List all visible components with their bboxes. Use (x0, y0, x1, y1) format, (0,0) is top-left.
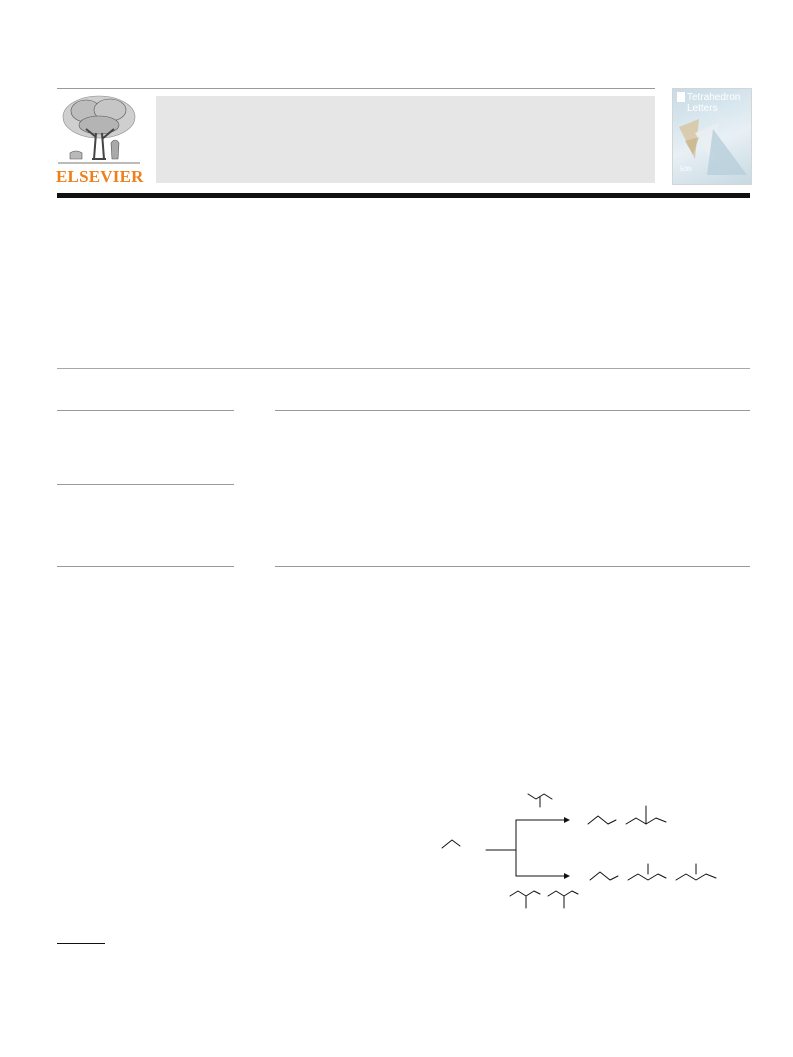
arrow-head-lower (564, 873, 570, 879)
reagent-bottom-structure-1 (510, 891, 540, 896)
lower-product-1 (590, 872, 618, 880)
article-info-left-rule-3 (57, 566, 234, 567)
header-top-rule (57, 88, 655, 89)
starting-material-structure (442, 840, 460, 848)
abstract-bottom-rule (275, 566, 750, 567)
lower-product-2 (628, 874, 666, 880)
cover-anniversary-badge: 50th (680, 167, 692, 173)
reagent-bottom-structure-2 (548, 891, 578, 896)
article-info-left-rule-2 (57, 484, 234, 485)
reaction-scheme (430, 780, 740, 915)
journal-banner (156, 96, 655, 183)
header-thick-rule (57, 193, 750, 198)
elsevier-tree-icon (56, 93, 142, 167)
journal-cover (672, 88, 752, 185)
lower-product-3 (676, 874, 716, 880)
arrow-head-upper (564, 817, 570, 823)
elsevier-wordmark: ELSEVIER (56, 167, 144, 186)
upper-product-1 (588, 816, 616, 824)
article-info-left-rule-1 (57, 410, 234, 411)
abstract-top-rule (275, 410, 750, 411)
footnote-rule (57, 943, 105, 944)
elsevier-logo (56, 93, 142, 185)
cover-title-line2: Letters (687, 103, 718, 114)
article-info-top-rule (57, 368, 750, 369)
cover-title-line1: Tetrahedron (687, 92, 741, 103)
